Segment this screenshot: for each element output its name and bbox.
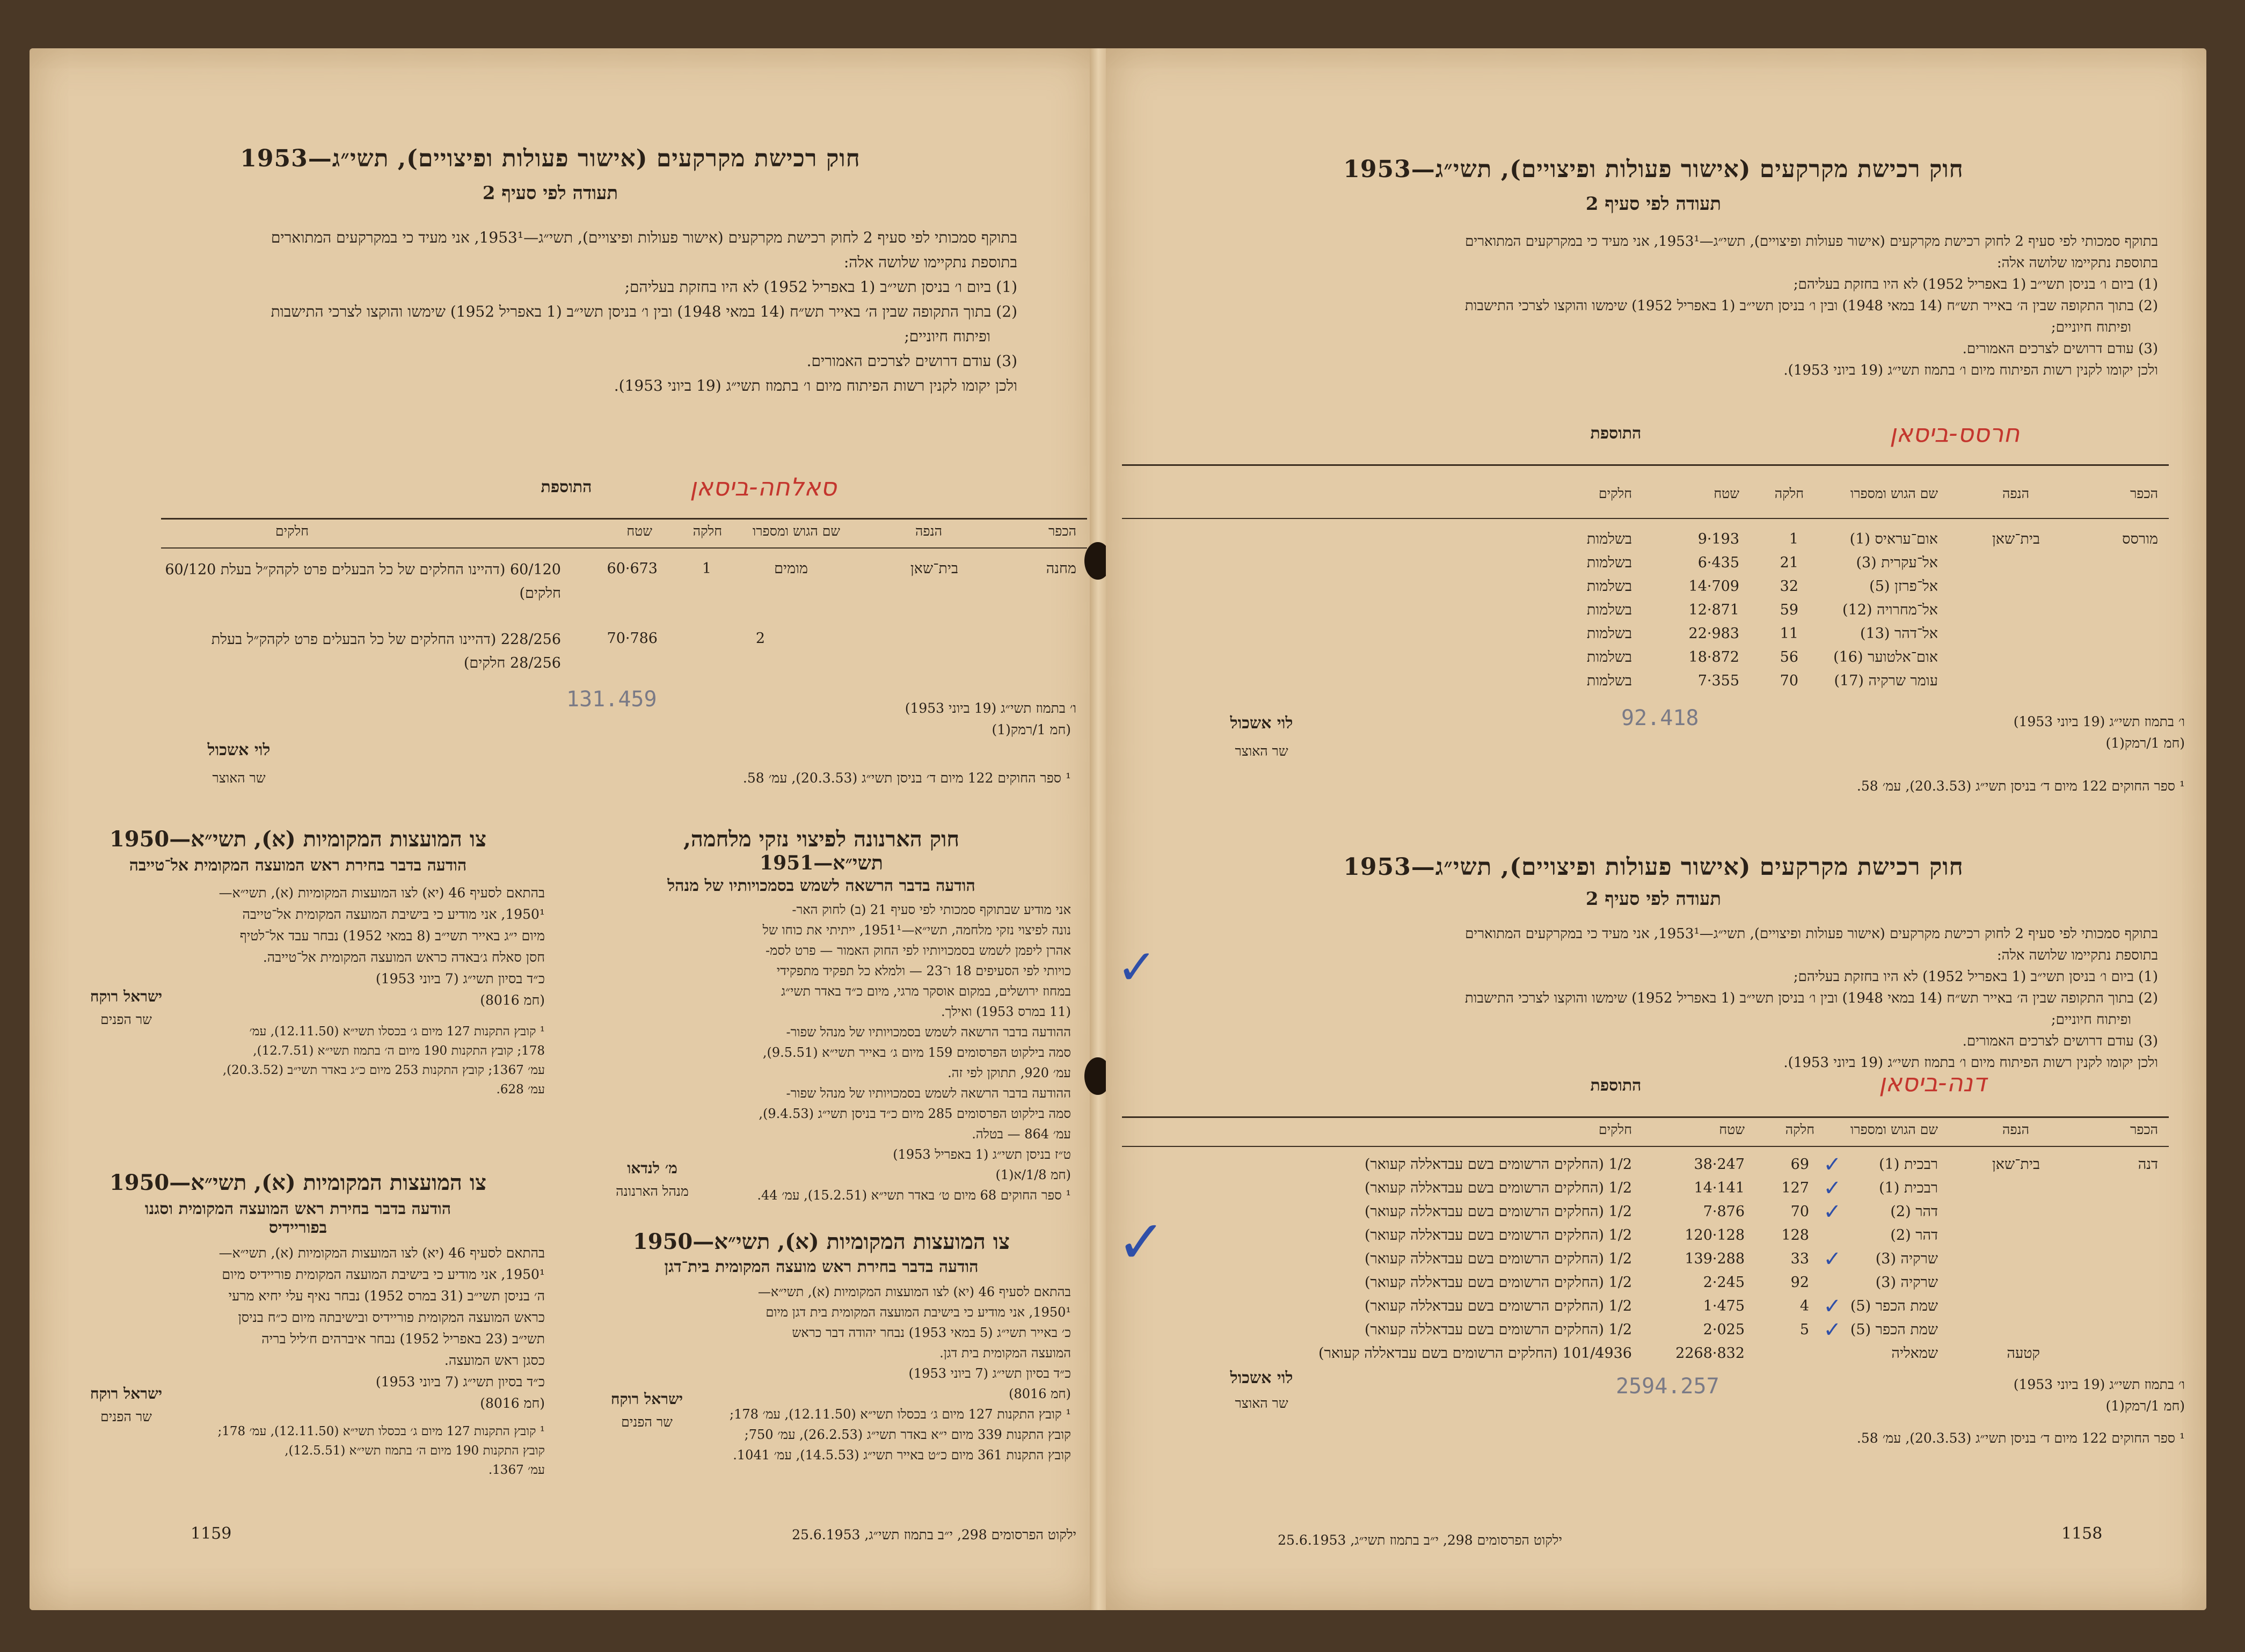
cell-parcel: 21 <box>1780 554 1798 571</box>
notice-signer: ישראל רוקח <box>90 988 163 1005</box>
footnote-line: ¹ קובץ התקנות 127 מיום ג׳ בכסלו תשי״א (12.11.50), עמ׳ 178; <box>217 1424 545 1438</box>
notice-al-taiyba <box>51 827 545 1099</box>
notice-title: צו המועצות המקומיות (א), תשי״א—1950 <box>632 1229 1010 1254</box>
right-intro <box>1127 231 2158 381</box>
left-signer-title: שר האוצר <box>212 770 266 786</box>
text-line: ההודעה בדבר הרשאה לשמש בסמכויותיו של מנהל שפור- <box>786 1025 1071 1040</box>
text-line: כסגן ראש המועצה. <box>444 1353 545 1368</box>
text-line: כויותי לפי הסעיפים 18 ו־23 — ולמלא כל תפקיד מתפקידי <box>776 963 1071 978</box>
cell-area: 18·872 <box>1688 649 1739 666</box>
left-signer: לוי אשכול <box>207 741 271 759</box>
text-line: כ׳ באייר תשי״ג (5 במאי 1953) נבחר יהודה דבר כראש <box>792 1325 1071 1340</box>
cell-block: מומים <box>774 560 808 577</box>
footnote-line: ¹ קובץ התקנות 127 מיום ג׳ בכסלו תשי״א (12.11.50), עמ׳ <box>249 1025 545 1039</box>
table-row <box>1122 576 2169 597</box>
table-row <box>1122 623 2169 645</box>
header-village: הכפר <box>2130 1122 2158 1137</box>
cell-block: דהר (2) <box>1890 1227 1938 1244</box>
footnote-line: עמ׳ 628. <box>496 1083 545 1097</box>
left-title: חוק רכישת מקרקעים (אישור פעולות ופיצויים), תשי״ג—1953 <box>240 145 861 172</box>
text-line: סמה בילקוט הפרסומים 285 מיום כ״ד בניסן תשי״ג (9.4.53), <box>759 1106 1071 1121</box>
right-table2-header-rule <box>1122 1146 2169 1147</box>
condition-2b: ופיתוח חיוניים; <box>2051 1012 2131 1028</box>
notice-ref: (חמ 8016) <box>480 1395 545 1411</box>
left-ref: (חמ 1/רמק(1) <box>992 722 1071 737</box>
cell-parts: 1/2 (החלקים הרשומים בשם עבדאללה קעואר) <box>1364 1298 1632 1314</box>
right-table-header <box>1122 472 2169 515</box>
cell-parcel: 70 <box>1780 673 1798 689</box>
header-parcel: חלקה <box>1785 1122 1814 1137</box>
cell-parcel: 69 <box>1790 1156 1809 1173</box>
condition-3: (3) עודם דרושים לצרכים האמורים. <box>1962 1033 2158 1049</box>
left-pencil-total: 131.459 <box>566 687 657 712</box>
table-row <box>1122 1248 2169 1270</box>
cell-block: שרקיה (3) <box>1875 1251 1938 1267</box>
text-line: 1950¹, אני מודיע כי בישיבת המועצה המקומית בית דגן מיום <box>766 1305 1071 1320</box>
right-date-2: ו׳ בתמוז תשי״ג (19 ביוני 1953) <box>2013 1377 2185 1392</box>
table-row <box>1122 552 2169 574</box>
cell-district: בית־שאן <box>1992 1156 2040 1173</box>
text-line: המועצה המקומית בית דגן. <box>939 1346 1071 1361</box>
cell-parts: 1/2 (החלקים הרשומים בשם עבדאללה קעואר) <box>1364 1180 1632 1196</box>
therefore: ולכן יקומו לקנין רשות הפיתוח מיום ו׳ בתמוז תשי״ג (19 ביוני 1953). <box>1783 1055 2158 1071</box>
left-table-header-rule <box>161 547 1087 549</box>
notice-fureidis <box>51 1170 545 1480</box>
cell-area: 70·786 <box>607 630 658 647</box>
footnote-line: עמ׳ 1367; קובץ התקנות 253 מיום כ״ג באדר תשי״ב (20.3.52), <box>222 1063 545 1077</box>
notice-date: כ״ד בסיון תשי״ג (7 ביוני 1953) <box>375 1374 545 1390</box>
cell-block: אל־מחרויה (12) <box>1842 602 1938 618</box>
header-district: הנפה <box>915 523 942 539</box>
cell-parts: 228/256 (דהיינו החלקים של כל הבעלים פרט לקהק״ל בעלת 28/256 חלקים) <box>211 631 561 671</box>
text-line: נונה לפיצוי נזקי מלחמה, תשי״א—1951¹, ייתיתי את כוחו של <box>762 923 1071 938</box>
notice-subtitle: הודעה בדבר הרשאה לשמש בסמכויותיו של מנהל <box>667 876 975 895</box>
text-line: עמ׳ 864 — בטלה. <box>972 1127 1071 1142</box>
cell-parts: בשלמות <box>1586 649 1632 666</box>
notice-subtitle: הודעה בדבר בחירת ראש המועצה המקומית אל־טייבה <box>129 856 467 875</box>
cell-parcel: 127 <box>1781 1180 1809 1196</box>
left-appendix-heading: התוספת <box>541 478 592 496</box>
right-page-number: 1158 <box>2061 1524 2103 1543</box>
cell-parcel: 4 <box>1799 1298 1809 1314</box>
left-condition-1: (1) ביום ו׳ בניסן תשי״ב (1 באפריל 1952) לא היו בחזקת בעליהם; <box>624 278 1017 296</box>
notice-ref: (חמ 1/8/א(1) <box>995 1167 1071 1182</box>
table-row <box>1122 529 2169 550</box>
right-date: ו׳ בתמוז תשי״ג (19 ביוני 1953) <box>2013 714 2185 729</box>
cell-block: שמת הכפר (5) <box>1850 1321 1938 1338</box>
notice-signer-title: שר הפנים <box>100 1012 152 1027</box>
right-intro-line1: בתוקף סמכותי לפי סעיף 2 לחוק רכישת מקרקעים (אישור פעולות ופיצויים), תשי״ג—1953¹, אני מעיד כי במקרקעים המתוארים <box>1465 233 2158 250</box>
cell-parts: בשלמות <box>1586 625 1632 642</box>
notice-title: חוק הארנונה לפיצוי נזקי מלחמה, <box>683 827 960 852</box>
table-row <box>1122 1201 2169 1223</box>
right-condition-2b: ופיתוח חיוניים; <box>2051 319 2131 335</box>
left-table-header <box>161 521 1087 542</box>
condition-1: (1) ביום ו׳ בניסן תשי״ב (1 באפריל 1952) לא היו בחזקת בעליהם; <box>1793 969 2158 985</box>
cell-parts: 1/2 (החלקים הרשומים בשם עבדאללה קעואר) <box>1364 1251 1632 1267</box>
cell-village: מחנה <box>1046 560 1076 577</box>
cell-parcel: 59 <box>1780 602 1798 618</box>
cell-parts: 1/2 (החלקים הרשומים בשם עבדאללה קעואר) <box>1364 1156 1632 1173</box>
check-mark-icon: ✓ <box>1823 1200 1841 1224</box>
cell-parcel: 32 <box>1780 578 1798 595</box>
right-table2-top-rule <box>1122 1116 2169 1118</box>
left-condition-2b: ופיתוח חיוניים; <box>904 327 990 345</box>
text-line: עמ׳ 920, תתוקן לפי זה. <box>947 1065 1071 1080</box>
cell-area: 14·141 <box>1694 1180 1745 1196</box>
footnote-line: ¹ ספר החוקים 68 מיום ט׳ באדר תשי״א (15.2.51), עמ׳ 44. <box>757 1188 1071 1203</box>
text-line: אני מודיע שבתוקף סמכותי לפי סעיף 21 (ב) לחוק האר- <box>792 902 1071 917</box>
left-condition-2: (2) בתוך התקופה שבין ה׳ באייר תש״ח (14 במאי 1948) ובין ו׳ בניסן תשי״ב (1 באפריל 1952) שימשו והוקצו לצרכי התישבות <box>271 303 1017 320</box>
table-row <box>1122 1343 2169 1364</box>
notice-signer-title: שר הפנים <box>621 1414 673 1430</box>
table-row <box>1122 670 2169 692</box>
cell-block: שרקיה (3) <box>1875 1274 1938 1291</box>
cell-area: 7·355 <box>1697 673 1739 689</box>
cell-parts: בשלמות <box>1586 554 1632 571</box>
notice-signer: ישראל רוקח <box>90 1385 163 1402</box>
right-signer-title: שר האוצר <box>1235 743 1288 759</box>
intro-line: בתוספת נתקיימו שלושה אלה: <box>1996 947 2158 963</box>
left-footnote: ¹ ספר החוקים 122 מיום ד׳ בניסן תשי״ג (20.3.53), עמ׳ 58. <box>742 770 1071 786</box>
text-line: 1950¹, אני מודיע כי בישיבת המועצה המקומית אל־טייבה <box>242 907 545 922</box>
right-running-footer: ילקוט הפרסומים 298, י״ב בתמוז תשי״ג, 25.6.1953 <box>1278 1532 1562 1548</box>
cell-district: בית־שאן <box>910 560 958 577</box>
header-area: שטח <box>1714 486 1739 501</box>
notice-title: צו המועצות המקומיות (א), תשי״א—1950 <box>109 1170 487 1195</box>
cell-parts: בשלמות <box>1586 602 1632 618</box>
right-table2-header <box>1122 1119 2169 1141</box>
right-appendix-heading: התוספת <box>1590 424 1642 443</box>
right-signer: לוי אשכול <box>1230 714 1293 733</box>
cell-parcel: 33 <box>1790 1251 1809 1267</box>
footnote-line: ¹ קובץ התקנות 127 מיום ג׳ בכסלו תשי״א (12.11.50), עמ׳ 178; <box>729 1407 1071 1422</box>
left-date: ו׳ בתמוז תשי״ג (19 ביוני 1953) <box>905 700 1076 716</box>
header-district: הנפה <box>2002 1122 2029 1137</box>
cell-parts: 101/4936 (החלקים הרשומים בשם עבדאללה קעואר) <box>1318 1345 1632 1362</box>
left-intro-line2: בתוספת נתקיימו שלושה אלה: <box>843 253 1017 271</box>
check-mark-icon: ✓ <box>1823 1318 1841 1342</box>
footnote-line: קובץ התקנות 190 מיום ה׳ בתמוז תשי״א (12.5.51), <box>285 1444 545 1458</box>
cell-block: שמאליה <box>1891 1345 1938 1362</box>
right-pencil-total: 92.418 <box>1621 706 1699 730</box>
left-intro-line1: בתוקף סמכותי לפי סעיף 2 לחוק רכישת מקרקעים (אישור פעולות ופיצויים), תשי״ג—1953¹, אני מעיד כי במקרקעים המתוארים <box>271 229 1017 246</box>
cell-village: מורסס <box>2122 531 2158 547</box>
check-mark-icon: ✓ <box>1823 1247 1841 1271</box>
right-handwritten-village-2: דנה-ביסאן <box>1879 1068 1987 1097</box>
check-mark-icon: ✓ <box>1117 1208 1167 1276</box>
table-row <box>161 628 1087 671</box>
text-line: בהתאם לסעיף 46 (יא) לצו המועצות המקומיות (א), תשי״א— <box>757 1284 1071 1299</box>
right-subtitle: תעודה לפי סעיף 2 <box>1585 193 1722 215</box>
header-block: שם הגוש ומספרו <box>1850 486 1938 501</box>
cell-block: רבכית (1) <box>1879 1156 1938 1173</box>
table-row <box>1122 1178 2169 1199</box>
left-handwritten-village: סאלחה-ביסאן <box>690 472 837 501</box>
notice-title: צו המועצות המקומיות (א), תשי״א—1950 <box>109 827 487 852</box>
text-line: חסן סאלח ג׳באדה כראש המועצה המקומית אל־טייבה. <box>263 949 545 965</box>
cell-parts: 1/2 (החלקים הרשומים בשם עבדאללה קעואר) <box>1364 1227 1632 1244</box>
right-table-header-rule <box>1122 518 2169 519</box>
cell-parts: 1/2 (החלקים הרשומים בשם עבדאללה קעואר) <box>1364 1321 1632 1338</box>
cell-parcel: 56 <box>1780 649 1798 666</box>
right-subtitle-2: תעודה לפי סעיף 2 <box>1585 888 1722 910</box>
notice-signer: ישראל רוקח <box>610 1390 683 1408</box>
header-parts: חלקים <box>275 523 309 539</box>
notice-subtitle-2: בפוריידיס <box>268 1218 327 1237</box>
cell-area: 14·709 <box>1688 578 1739 595</box>
cell-block: אום־אלטוער (16) <box>1833 649 1938 666</box>
cell-block: רבכית (1) <box>1879 1180 1938 1196</box>
cell-district: בית־שאן <box>1992 531 2040 547</box>
text-line: בהתאם לסעיף 46 (יא) לצו המועצות המקומיות (א), תשי״א— <box>218 1245 545 1261</box>
notice-signer-title: שר הפנים <box>100 1409 152 1424</box>
left-intro <box>94 225 1017 398</box>
table-row <box>1122 600 2169 621</box>
header-village: הכפר <box>1048 523 1076 539</box>
right-therefore: ולכן יקומו לקנין רשות הפיתוח מיום ו׳ בתמוז תשי״ג (19 ביוני 1953). <box>1783 362 2158 378</box>
notice-beit-dagan <box>572 1229 1071 1465</box>
table-row <box>1122 1319 2169 1341</box>
cell-block: שמת הכפר (5) <box>1850 1298 1938 1314</box>
right-signer-title-2: שר האוצר <box>1235 1395 1288 1411</box>
notice-ref: (חמ 8016) <box>480 992 545 1008</box>
cell-block: עומר שרקיה (17) <box>1834 673 1938 689</box>
text-line: ה׳ בניסן תשי״ב (31 במרס 1952) נבחר נאיף עלי יחיא מרעי <box>228 1288 545 1304</box>
right-title: חוק רכישת מקרקעים (אישור פעולות ופיצויים), תשי״ג—1953 <box>1343 156 1964 183</box>
cell-area: 6·435 <box>1697 554 1739 571</box>
cell-parcel: 92 <box>1790 1274 1809 1291</box>
header-parcel: חלקה <box>1774 486 1804 501</box>
text-line: מיום י״ג באייר תשי״ב (8 במאי 1952) נבחר עבד אל־לטיף <box>239 928 545 944</box>
notice-subtitle: הודעה בדבר בחירת ראש מועצה המקומית בית־דגן <box>664 1258 979 1276</box>
text-line: תשי״ב (23 באפריל 1952) נבחר איברהים ח׳ליל בריה <box>261 1331 545 1347</box>
right-condition-2: (2) בתוך התקופה שבין ה׳ באייר תש״ח (14 במאי 1948) ובין ו׳ בניסן תשי״ב (1 באפריל 1952) שימשו והוקצו לצרכי התישבות <box>1464 298 2158 314</box>
text-line: בהתאם לסעיף 46 (יא) לצו המועצות המקומיות (א), תשי״א— <box>218 885 545 901</box>
right-ref-2: (חמ 1/רמק(1) <box>2105 1398 2185 1414</box>
text-line: סמה בילקוט הפרסומים 159 מיום ג׳ באייר תשי״א (9.5.51), <box>762 1045 1071 1060</box>
right-condition-1: (1) ביום ו׳ בניסן תשי״ב (1 באפריל 1952) לא היו בחזקת בעליהם; <box>1793 276 2158 293</box>
cell-area: 2·245 <box>1703 1274 1745 1291</box>
cell-area: 139·288 <box>1685 1251 1745 1267</box>
table-row <box>1122 1296 2169 1317</box>
right-signer-2: לוי אשכול <box>1230 1369 1293 1387</box>
cell-parcel: 1 <box>702 560 711 577</box>
text-line: ההודעה בדבר הרשאה לשמש בסמכויותיו של מנהל שפור- <box>786 1086 1071 1101</box>
notice-title-2: תשי״א—1951 <box>760 852 883 874</box>
footnote-line: קובץ התקנות 339 מיום י״א באדר תשי״ג (26.2.53), עמ׳ 750; <box>744 1427 1071 1442</box>
cell-area: 22·983 <box>1688 625 1739 642</box>
cell-parcel: 5 <box>1799 1321 1809 1338</box>
condition-2: (2) בתוך התקופה שבין ה׳ באייר תש״ח (14 במאי 1948) ובין ו׳ בניסן תשי״ב (1 באפריל 1952) שימשו והוקצו לצרכי התישבות <box>1464 990 2158 1006</box>
cell-area: 9·193 <box>1697 531 1739 547</box>
right-footnote: ¹ ספר החוקים 122 מיום ד׳ בניסן תשי״ג (20.3.53), עמ׳ 58. <box>1856 778 2185 794</box>
table-row <box>1122 1272 2169 1293</box>
footnote-line: קובץ התקנות 361 מיום כ״ט באייר תשי״ג (14.5.53), עמ׳ 1041. <box>733 1448 1071 1463</box>
notice-arnona <box>572 827 1071 1205</box>
text-line: (11 במרס 1953) ואילך. <box>941 1004 1071 1019</box>
cell-area: 1·475 <box>1703 1298 1745 1314</box>
notice-date: כ״ד בסיון תשי״ג (7 ביוני 1953) <box>375 971 545 986</box>
cell-area: 120·128 <box>1685 1227 1745 1244</box>
cell-parts: 1/2 (החלקים הרשומים בשם עבדאללה קעואר) <box>1364 1203 1632 1220</box>
text-line: כראש המועצה המקומית פוריידיס ובישיבתה מיום כ״ח בניסן <box>238 1310 545 1325</box>
check-mark-icon: ✓ <box>1823 1152 1841 1177</box>
table-row <box>1122 647 2169 668</box>
table-row <box>1122 1154 2169 1175</box>
footnote-line: 178; קובץ התקנות 190 מיום ה׳ בתמוז תשי״א (12.7.51), <box>253 1044 545 1058</box>
right-table-top-rule <box>1122 464 2169 466</box>
right-pencil-total-2: 2594.257 <box>1616 1374 1719 1399</box>
header-block: שם הגוש ומספרו <box>752 523 840 539</box>
cell-block: דהר (2) <box>1890 1203 1938 1220</box>
header-parts: חלקים <box>1598 1122 1632 1137</box>
check-mark-icon: ✓ <box>1823 1176 1841 1201</box>
cell-area: 60·673 <box>607 560 658 577</box>
right-page <box>1106 48 2206 1610</box>
right-appendix-heading-2: התוספת <box>1590 1076 1642 1095</box>
notice-date: כ״ד בסיון תשי״ג (7 ביוני 1953) <box>908 1366 1071 1381</box>
cell-block: אל־פרזן (5) <box>1869 578 1938 595</box>
cell-area: 12·871 <box>1688 602 1739 618</box>
right-ref: (חמ 1/רמק(1) <box>2105 735 2185 751</box>
left-page-number: 1159 <box>191 1524 232 1543</box>
right-intro-line2: בתוספת נתקיימו שלושה אלה: <box>1996 255 2158 271</box>
left-table-top-rule <box>161 518 1087 520</box>
cell-parts: בשלמות <box>1586 673 1632 689</box>
table-row <box>161 558 1087 602</box>
header-block: שם הגוש ומספרו <box>1850 1122 1938 1137</box>
notice-signer: מ׳ לנדאו <box>627 1159 677 1177</box>
cell-block: אל־עקרית (3) <box>1856 554 1938 571</box>
left-subtitle: תעודה לפי סעיף 2 <box>482 182 618 204</box>
cell-parcel: 1 <box>1789 531 1798 547</box>
header-village: הכפר <box>2130 486 2158 501</box>
cell-parcel: 2 <box>755 630 765 647</box>
cell-block: אום־עראיס (1) <box>1849 531 1938 547</box>
cell-area: 2268·832 <box>1675 1345 1745 1362</box>
cell-parcel: 128 <box>1781 1227 1809 1244</box>
cell-parts: בשלמות <box>1586 578 1632 595</box>
cell-area: 2·025 <box>1703 1321 1745 1338</box>
header-parts: חלקים <box>1598 486 1632 501</box>
right-footnote-2: ¹ ספר החוקים 122 מיום ד׳ בניסן תשי״ג (20.3.53), עמ׳ 58. <box>1856 1430 2185 1446</box>
left-running-footer: ילקוט הפרסומים 298, י״ב בתמוז תשי״ג, 25.6.1953 <box>792 1527 1076 1543</box>
right-condition-3: (3) עודם דרושים לצרכים האמורים. <box>1962 341 2158 357</box>
cell-parts: 1/2 (החלקים הרשומים בשם עבדאללה קעואר) <box>1364 1274 1632 1291</box>
notice-date: ט״ז בניסן תשי״ג (1 באפריל 1953) <box>893 1147 1071 1162</box>
cell-parts: 60/120 (דהיינו החלקים של כל הבעלים פרט לקהק״ל בעלת 60/120 חלקים) <box>165 561 561 602</box>
header-parcel: חלקה <box>693 523 722 539</box>
notice-signer-title: מנהל הארנונה <box>616 1183 689 1199</box>
notice-ref: (חמ 8016) <box>1009 1386 1071 1401</box>
cell-area: 38·247 <box>1694 1156 1745 1173</box>
header-area: שטח <box>1719 1122 1745 1137</box>
cell-parts: בשלמות <box>1586 531 1632 547</box>
cell-block: אל־דהר (13) <box>1860 625 1938 642</box>
cell-area: 7·876 <box>1703 1203 1745 1220</box>
header-district: הנפה <box>2002 486 2029 501</box>
check-mark-icon: ✓ <box>1117 939 1157 996</box>
header-area: שטח <box>626 523 652 539</box>
cell-parcel: 11 <box>1780 625 1798 642</box>
left-therefore: ולכן יקומו לקנין רשות הפיתוח מיום ו׳ בתמוז תשי״ג (19 ביוני 1953). <box>614 377 1017 394</box>
left-condition-3: (3) עודם דרושים לצרכים האמורים. <box>806 352 1017 370</box>
footnote-line: עמ׳ 1367. <box>488 1463 545 1477</box>
right-intro-2 <box>1127 923 2158 1073</box>
check-mark-icon: ✓ <box>1823 1294 1841 1319</box>
table-row <box>1122 1225 2169 1246</box>
left-page <box>30 48 1098 1610</box>
right-title-2: חוק רכישת מקרקעים (אישור פעולות ופיצויים), תשי״ג—1953 <box>1343 853 1964 881</box>
cell-village: דנה <box>2138 1156 2158 1173</box>
text-line: במחוז ירושלים, במקום אוסקר מרגי, מיום כ״ד באדר תשי״ג <box>781 984 1071 999</box>
text-line: אהרן ליפמן לשמש בסמכויותיו לפי החוק האמור — פרט לסמ- <box>766 943 1071 958</box>
text-line: 1950¹, אני מודיע כי בישיבת המועצה המקומית פוריידיס מיום <box>222 1267 545 1282</box>
cell-parcel: 70 <box>1790 1203 1809 1220</box>
right-handwritten-village: חרסס-ביסאן <box>1890 419 2020 448</box>
notice-subtitle: הודעה בדבר בחירת ראש המועצה המקומית וסגנו <box>144 1200 451 1218</box>
cell-district: קטעה <box>2007 1345 2040 1362</box>
intro-line: בתוקף סמכותי לפי סעיף 2 לחוק רכישת מקרקעים (אישור פעולות ופיצויים), תשי״ג—1953¹, אני מעיד כי במקרקעים המתוארים <box>1465 926 2158 942</box>
